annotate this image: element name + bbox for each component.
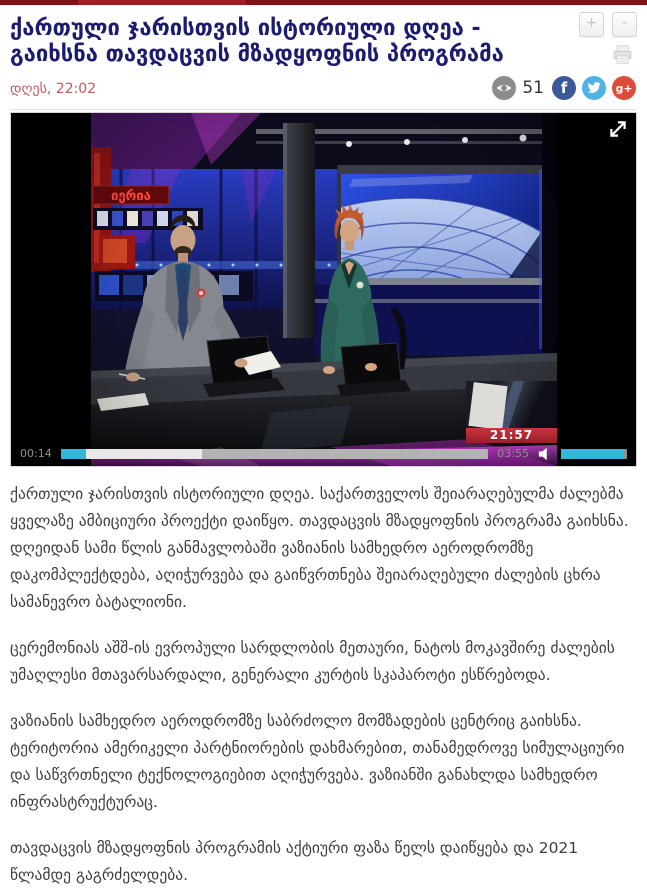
article-paragraph: ვაზიანის სამხედრო აეროდრომზე საბრძოლო მომზადების ცენტრიც გაიხსნა. ტერიტორია ამერიკელი პარტნიორების დახმარებით, თანამედროვე სიმულაციური და საწვრთნელი ტექნოლოგიებით აღიჭურვება. ვაზიანში განახლდა სამხედრო ინფრასტრუქტურაც. <box>10 711 625 811</box>
article-header <box>0 0 647 110</box>
font-decrease-button[interactable]: - <box>612 12 637 37</box>
speaker-icon <box>538 447 552 461</box>
studio-clock-badge: 21:57 <box>466 428 557 443</box>
played-bar <box>61 449 87 459</box>
publish-date: დღეს, 22:02 <box>10 80 97 97</box>
facebook-share-button[interactable] <box>552 76 576 100</box>
pip-preview <box>466 381 557 443</box>
views-eye-icon <box>492 76 516 100</box>
views-count: 51 <box>522 78 544 98</box>
twitter-bird-icon <box>587 82 601 94</box>
fullscreen-expand-icon <box>607 118 629 140</box>
fullscreen-button[interactable] <box>605 118 631 144</box>
font-increase-button[interactable]: + <box>579 12 604 37</box>
twitter-share-button[interactable] <box>582 76 606 100</box>
share-and-views-row <box>492 76 636 100</box>
font-size-controls <box>579 12 637 37</box>
facebook-icon: f <box>560 79 568 97</box>
googleplus-share-button[interactable] <box>612 76 636 100</box>
printer-icon <box>611 44 634 66</box>
googleplus-icon: g+ <box>615 81 633 95</box>
header-divider <box>10 109 637 110</box>
volume-bar[interactable] <box>561 449 627 459</box>
volume-level <box>561 449 624 459</box>
article-paragraph: ცერემონიას აშშ-ის ევროპული სარდლობის მეთაური, ნატოს მოკავშირე ძალების უმაღლესი მთავარსარდალი, გენერალი კურტის სკაპაროტი ესწრებოდა. <box>10 638 615 684</box>
page-title-line1: ქართული ჯარისთვის ისტორიული დღეა - <box>10 16 481 41</box>
article-paragraph: თავდაცვის მზადყოფნის პროგრამის აქტიური ფაზა წელს დაიწყება და 2021 წლამდე გაგრძელდება. <box>10 838 579 884</box>
progress-bar[interactable] <box>61 449 489 459</box>
mute-button[interactable] <box>538 447 552 461</box>
article-paragraph: ქართული ჯარისთვის ისტორიული დღეა. საქართველოს შეიარაღებულმა ძალებმა ყველაზე ამბიციური პროექტი დაიწყო. თავდაცვის მზადყოფნის პროგრამა გაიხსნა. დღეიდან სამი წლის განმავლობაში ვაზიანის სამხედრო აეროდრომზე დაკომპლექტდება, აღიჭურვება და გაიწვრთნება შეიარაღებული ძალების ცხრა სამანევრო ბატალიონი. <box>10 484 629 611</box>
pip-thumbnail-sheet <box>468 382 507 428</box>
page-title <box>10 16 510 69</box>
duration-time: 03:55 <box>497 447 529 461</box>
print-button[interactable] <box>611 44 634 70</box>
page-title-line2: გაიხსნა თავდაცვის მზადყოფნის პროგრამა <box>10 42 504 68</box>
article-body <box>0 467 647 889</box>
video-controls-bar <box>11 444 636 464</box>
video-player[interactable] <box>10 112 637 467</box>
pip-thumbnail <box>466 381 557 428</box>
current-time: 00:14 <box>20 447 52 461</box>
